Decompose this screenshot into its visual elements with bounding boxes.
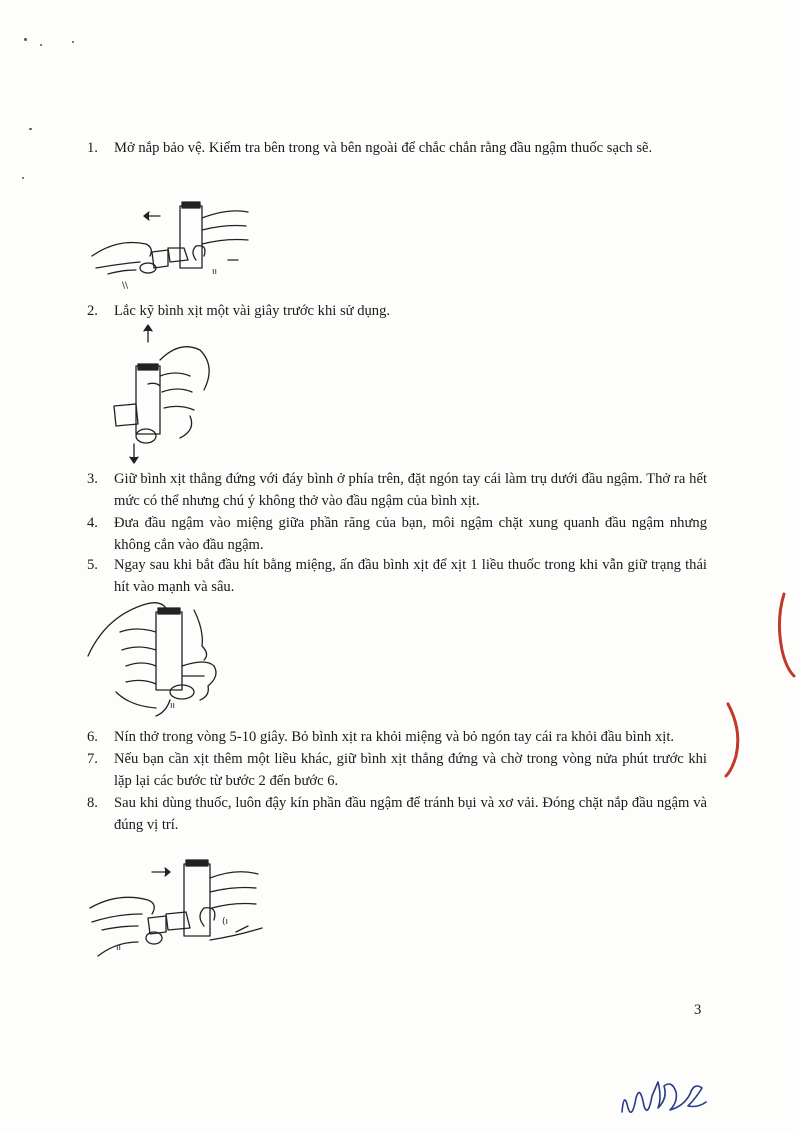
step-text: Đưa đầu ngậm vào miệng giữa phần răng của bạn, môi ngậm chặt xung quanh đầu ngậm nhưng không cắn vào đầu ngậm.: [114, 515, 707, 553]
svg-text:(ı: (ı: [222, 917, 229, 927]
instruction-step: [87, 748, 707, 792]
step-number: 8.: [87, 795, 98, 811]
step-number: 3.: [87, 471, 98, 487]
illustration-inhale-press: [86, 596, 236, 721]
step-text: Nín thở trong vòng 5-10 giây. Bỏ bình xịt ra khỏi miệng và bỏ ngón tay cái ra khỏi đầu bình xịt.: [114, 729, 675, 745]
step-number: 4.: [87, 515, 98, 531]
handwritten-signature: [618, 1068, 708, 1122]
step-text: Sau khi dùng thuốc, luôn đậy kín phần đầu ngậm để tránh bụi và xơ vải. Đóng chặt nắp đầu ngậm và đúng vị trí.: [114, 795, 707, 833]
illustration-shake-inhaler: [100, 320, 230, 470]
instruction-step: [87, 792, 707, 836]
step-number: 6.: [87, 729, 98, 745]
svg-text:ıı: ıı: [212, 267, 218, 277]
step-text: Mở nắp bảo vệ. Kiểm tra bên trong và bên ngoài để chắc chắn rằng đầu ngậm thuốc sạch sẽ.: [114, 140, 653, 156]
instruction-step: [87, 554, 707, 598]
step-number: 2.: [87, 303, 98, 319]
illustration-remove-cap: [88, 198, 268, 298]
scan-speck: [22, 177, 24, 179]
svg-text:ıı: ıı: [170, 701, 176, 711]
illustration-replace-cap: [86, 856, 266, 966]
scan-speck: [72, 41, 74, 43]
instruction-step: [87, 512, 707, 556]
instruction-step: [87, 726, 707, 748]
step-text: Nếu bạn cần xịt thêm một liều khác, giữ bình xịt thẳng đứng và chờ trong vòng nửa phút trước khi lặp lại các bước từ bước 2 đến bước 6.: [114, 751, 707, 789]
step-number: 5.: [87, 557, 98, 573]
instruction-step: [87, 137, 707, 159]
instruction-step: [87, 468, 707, 512]
svg-text:ıı: ıı: [116, 943, 122, 953]
scan-speck: [24, 38, 27, 41]
step-text: Ngay sau khi bắt đầu hít bằng miệng, ấn đầu bình xịt để xịt 1 liều thuốc trong khi vẫn giữ trạng thái hít vào mạnh và sâu.: [114, 557, 707, 595]
step-number: 7.: [87, 751, 98, 767]
scan-speck: [29, 128, 32, 130]
red-stamp-mark: [720, 700, 750, 780]
step-number: 1.: [87, 140, 98, 156]
page-number: 3: [694, 1002, 702, 1018]
instruction-step: [87, 300, 707, 322]
scan-speck: [40, 44, 42, 46]
svg-text:\\: \\: [122, 281, 129, 291]
red-stamp-mark: [770, 590, 798, 680]
step-text: Lắc kỹ bình xịt một vài giây trước khi sử dụng.: [114, 303, 391, 319]
step-text: Giữ bình xịt thẳng đứng với đáy bình ở phía trên, đặt ngón tay cái làm trụ dưới đầu ngậm. Thở ra hết mức có thể nhưng chú ý không thở vào đầu ngậm của bình xịt.: [114, 471, 707, 509]
